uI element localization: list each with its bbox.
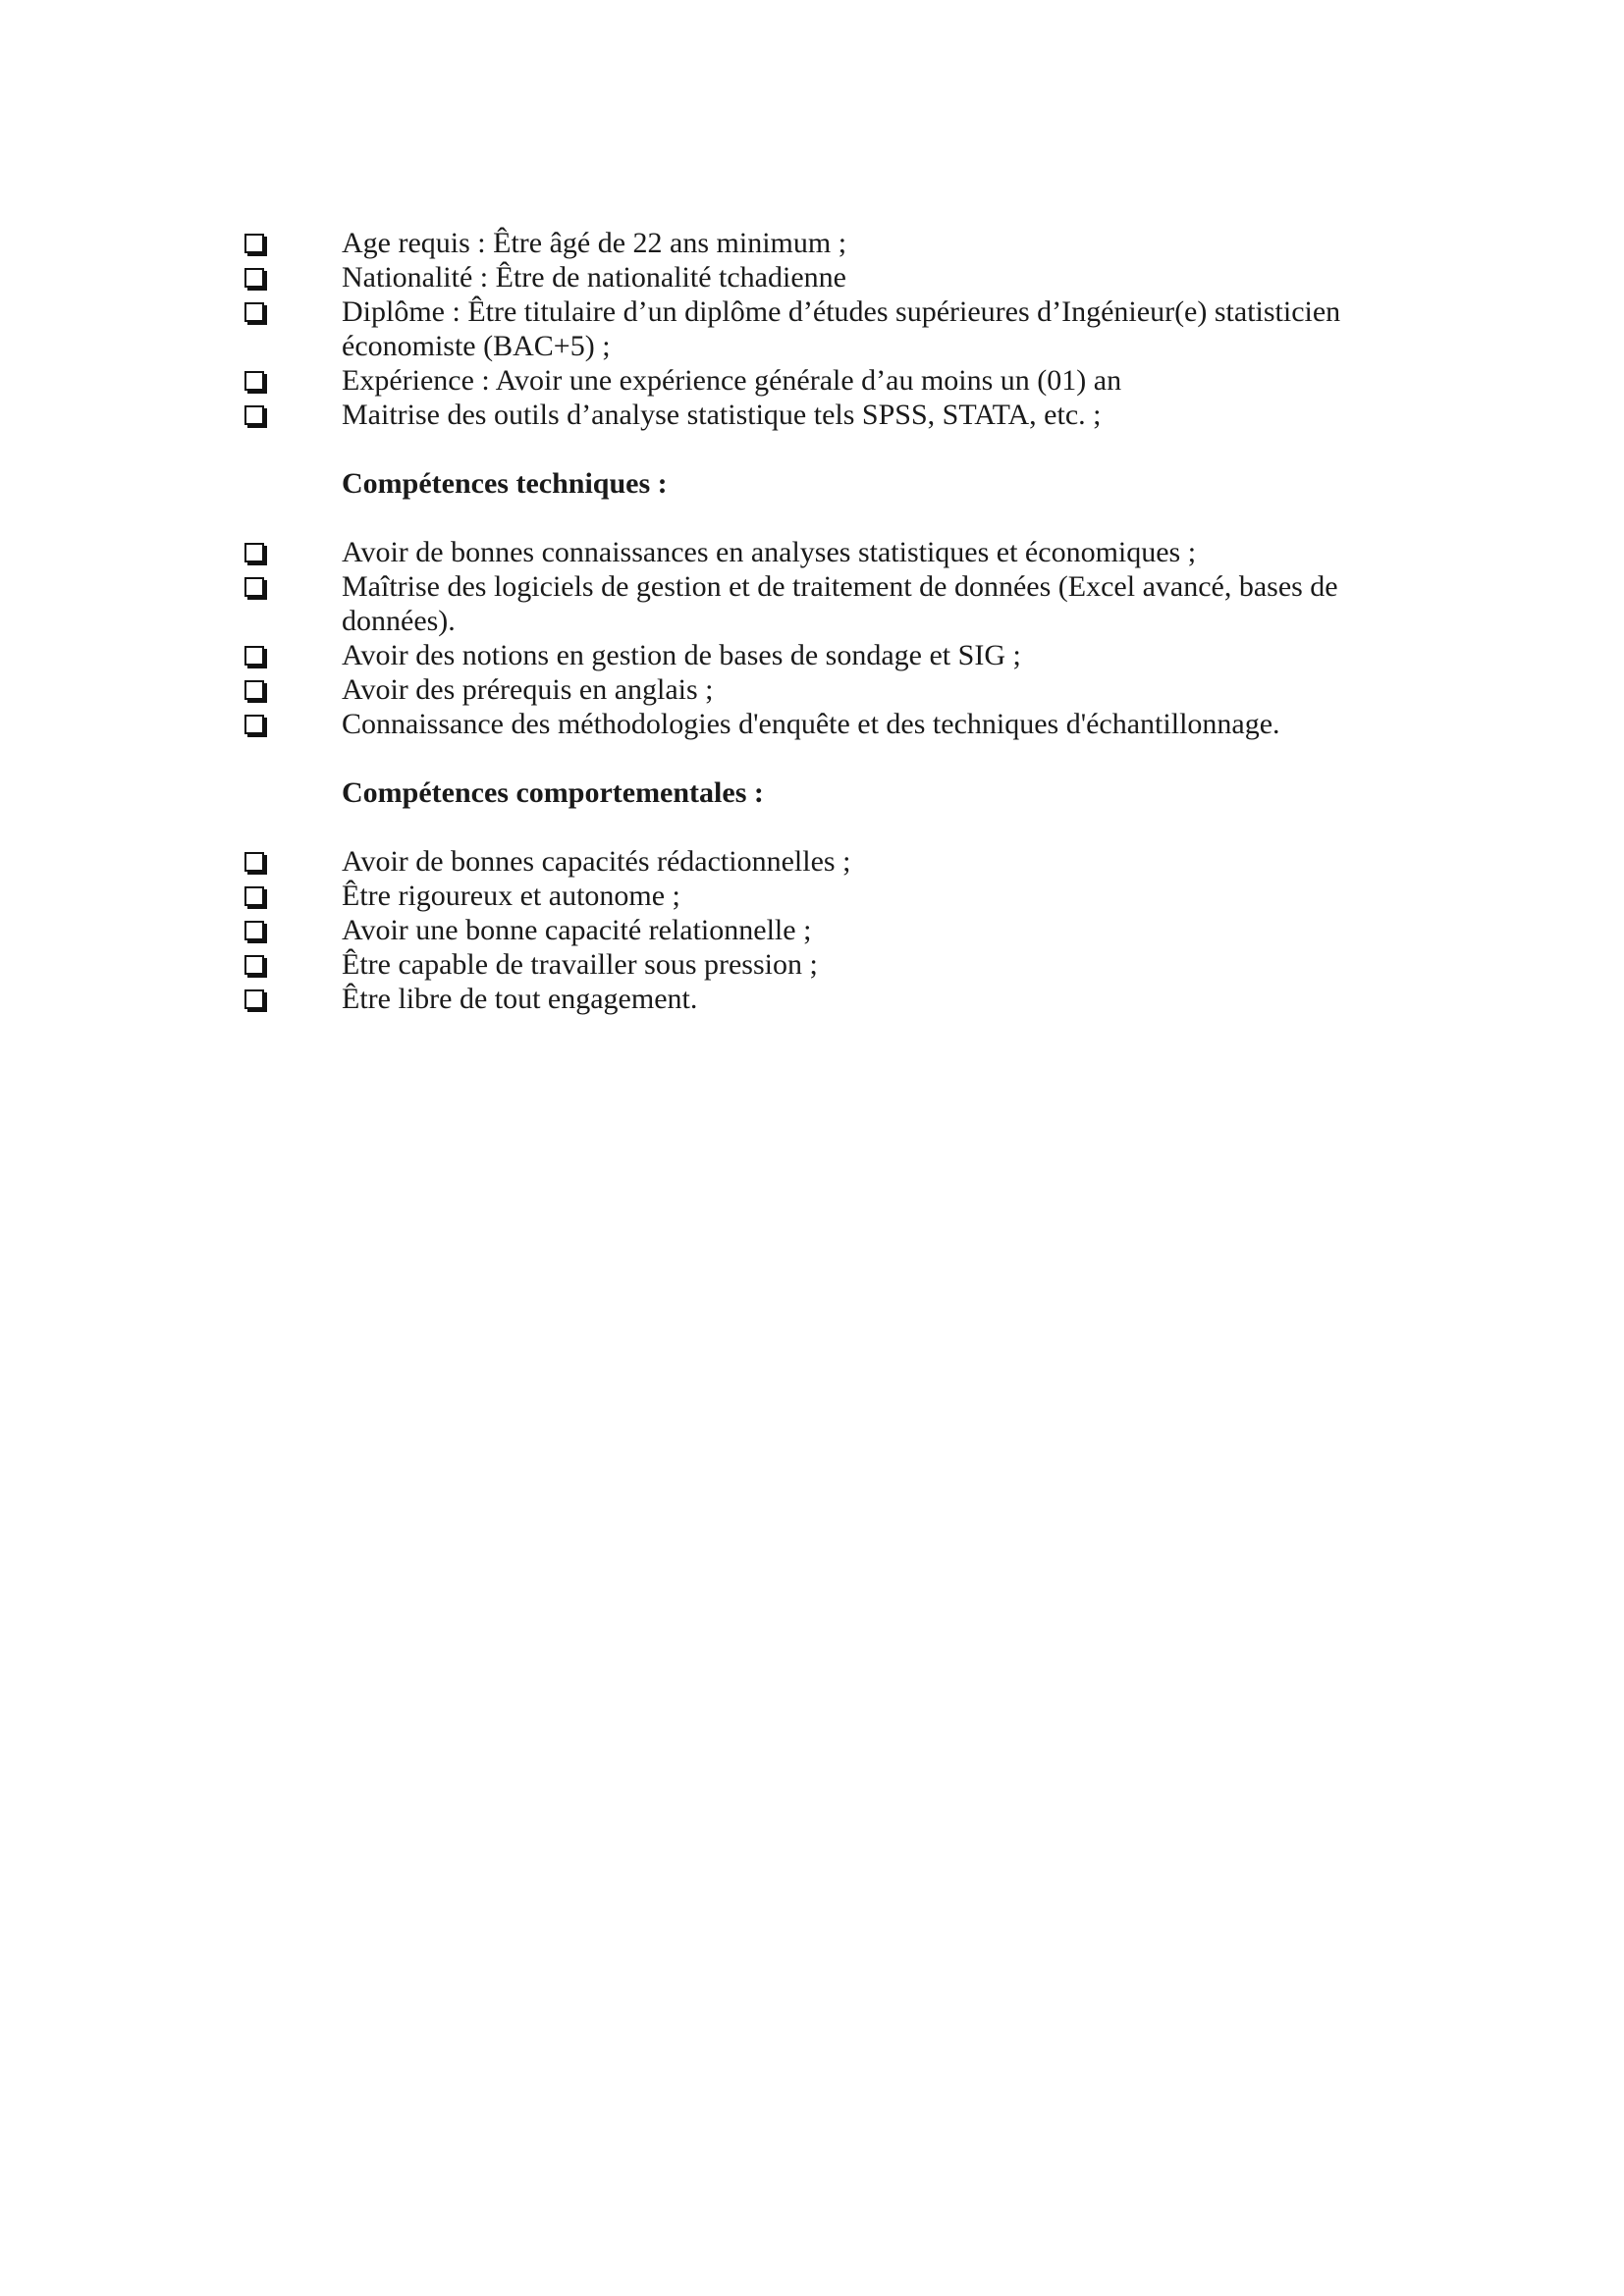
list-item [244, 294, 1382, 363]
checkbox-square-icon [244, 268, 264, 288]
list-item [244, 569, 1382, 638]
checkbox-square-icon [244, 680, 264, 700]
checkbox-square-icon [244, 234, 264, 253]
checkbox-square-icon [244, 852, 264, 872]
behavioral-skills-heading: Compétences comportementales : [342, 776, 764, 809]
requirement-tools: Maitrise des outils d’analyse statistique tels SPSS, STATA, etc. ; [342, 399, 1102, 431]
list-item [244, 844, 1382, 879]
spacer [244, 432, 1382, 466]
list-item [244, 638, 1382, 672]
list-item [244, 672, 1382, 707]
spacer [244, 501, 1382, 535]
list-item [244, 982, 1382, 1016]
spacer [244, 810, 1382, 844]
behavioral-skill-text: Être libre de tout engagement. [342, 983, 698, 1015]
behavioral-skill-text: Avoir une bonne capacité relationnelle ; [342, 914, 812, 946]
requirement-experience: Expérience : Avoir une expérience générale d’au moins un (01) an [342, 364, 1122, 397]
requirement-nationality: Nationalité : Être de nationalité tchadienne [342, 261, 846, 294]
checkbox-square-icon [244, 405, 264, 425]
list-item [244, 707, 1382, 741]
checkbox-square-icon [244, 543, 264, 562]
list-item [244, 913, 1382, 947]
checkbox-square-icon [244, 955, 264, 975]
list-item [244, 363, 1382, 398]
checkbox-square-icon [244, 921, 264, 940]
checkbox-square-icon [244, 886, 264, 906]
list-item [244, 260, 1382, 294]
technical-skill-text: Avoir des notions en gestion de bases de sondage et SIG ; [342, 639, 1021, 671]
list-item [244, 226, 1382, 260]
checkbox-square-icon [244, 371, 264, 391]
technical-skill-text: Connaissance des méthodologies d'enquête et des techniques d'échantillonnage. [342, 708, 1280, 740]
list-item [244, 879, 1382, 913]
requirement-diploma: Diplôme : Être titulaire d’un diplôme d’études supérieures d’Ingénieur(e) statisticien économiste (BAC+5) ; [342, 295, 1341, 362]
behavioral-skill-text: Être rigoureux et autonome ; [342, 880, 680, 912]
list-item [244, 947, 1382, 982]
requirement-age: Age requis : Être âgé de 22 ans minimum ; [342, 227, 847, 259]
checkbox-square-icon [244, 989, 264, 1009]
technical-skill-text: Maîtrise des logiciels de gestion et de traitement de données (Excel avancé, bases de données). [342, 570, 1338, 637]
checkbox-square-icon [244, 646, 264, 666]
spacer [244, 741, 1382, 775]
list-item [244, 535, 1382, 569]
document-content [244, 226, 1382, 1016]
behavioral-skill-text: Être capable de travailler sous pression ; [342, 948, 818, 981]
checkbox-square-icon [244, 577, 264, 597]
technical-skill-text: Avoir de bonnes connaissances en analyses statistiques et économiques ; [342, 536, 1197, 568]
checkbox-square-icon [244, 302, 264, 322]
behavioral-skill-text: Avoir de bonnes capacités rédactionnelles ; [342, 845, 851, 878]
list-item [244, 398, 1382, 432]
technical-skills-heading: Compétences techniques : [342, 467, 668, 500]
checkbox-square-icon [244, 715, 264, 734]
technical-skill-text: Avoir des prérequis en anglais ; [342, 673, 714, 706]
